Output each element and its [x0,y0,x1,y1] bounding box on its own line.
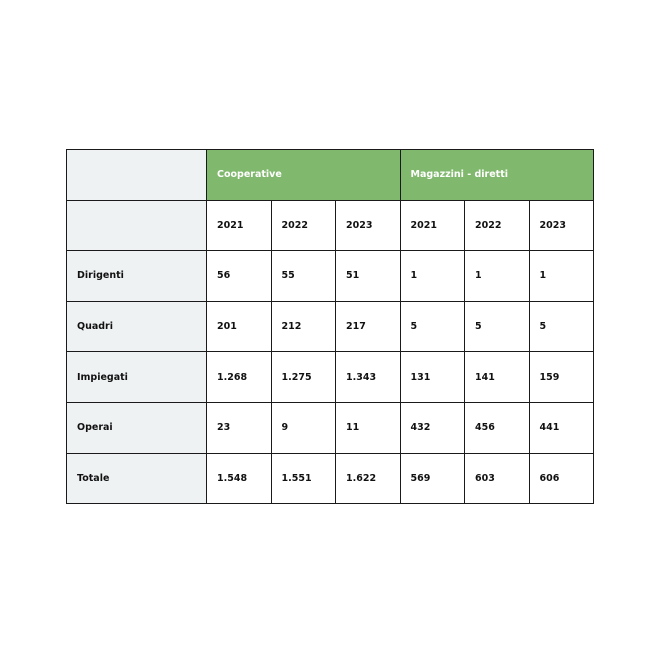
year-header: 2022 [465,200,530,251]
table-cell: 1 [529,251,594,302]
table-cell: 441 [529,402,594,453]
year-header: 2021 [207,200,272,251]
table-cell: 5 [529,301,594,352]
table-cell: 1.551 [271,453,336,504]
table-cell: 5 [400,301,465,352]
table-cell: 141 [465,352,530,403]
table-cell: 1.275 [271,352,336,403]
row-label: Operai [67,402,207,453]
employee-table [66,149,594,504]
table-cell: 56 [207,251,272,302]
table-cell: 456 [465,402,530,453]
table-cell: 569 [400,453,465,504]
table-cell: 5 [465,301,530,352]
table-cell: 51 [336,251,401,302]
table-row-totale [67,453,594,504]
table-cell: 1.548 [207,453,272,504]
table-cell: 1.622 [336,453,401,504]
table-cell: 159 [529,352,594,403]
table-cell: 603 [465,453,530,504]
table-cell: 131 [400,352,465,403]
table-cell: 1.268 [207,352,272,403]
year-header: 2023 [336,200,401,251]
table-cell: 23 [207,402,272,453]
row-label: Dirigenti [67,251,207,302]
table-cell: 212 [271,301,336,352]
table-cell: 217 [336,301,401,352]
row-label: Quadri [67,301,207,352]
table-cell: 1 [400,251,465,302]
corner-cell [67,200,207,251]
row-label: Impiegati [67,352,207,403]
year-header: 2023 [529,200,594,251]
year-header: 2021 [400,200,465,251]
group-header-cooperative: Cooperative [207,150,401,201]
table-cell: 11 [336,402,401,453]
table-cell: 1 [465,251,530,302]
table-row-dirigenti [67,251,594,302]
group-header-row [67,150,594,201]
year-header-row [67,200,594,251]
table-cell: 1.343 [336,352,401,403]
year-header: 2022 [271,200,336,251]
corner-cell [67,150,207,201]
table-row-impiegati [67,352,594,403]
table-cell: 432 [400,402,465,453]
table-cell: 201 [207,301,272,352]
table-cell: 9 [271,402,336,453]
table-cell: 55 [271,251,336,302]
table-row-quadri [67,301,594,352]
table-cell: 606 [529,453,594,504]
table-row-operai [67,402,594,453]
row-label: Totale [67,453,207,504]
group-header-magazzini-diretti: Magazzini - diretti [400,150,594,201]
